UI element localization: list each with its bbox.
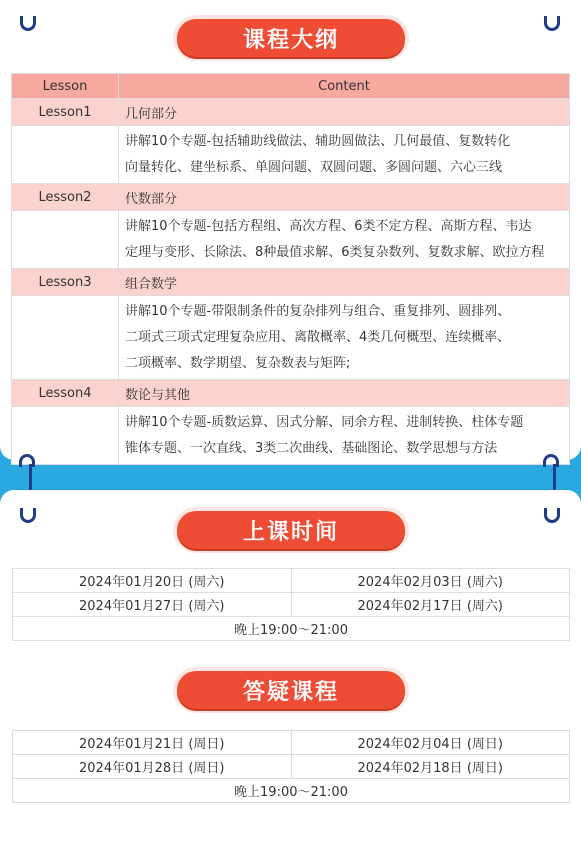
lesson-name: Lesson4 bbox=[12, 380, 119, 407]
class-time-title: 上课时间 bbox=[177, 511, 405, 549]
class-date: 2024年02月17日 (周六) bbox=[291, 593, 570, 617]
table-row bbox=[13, 617, 570, 641]
table-row bbox=[13, 569, 570, 593]
table-row bbox=[12, 380, 570, 407]
table-row bbox=[13, 779, 570, 803]
content-line: 二项式三项式定理复杂应用、离散概率、4类几何概型、连续概率、 bbox=[125, 330, 511, 345]
lesson-topic: 组合数学 bbox=[119, 269, 570, 296]
lesson-topic: 数论与其他 bbox=[119, 380, 570, 407]
table-row bbox=[12, 126, 570, 184]
lesson-topic: 代数部分 bbox=[119, 184, 570, 211]
content-line: 向量转化、建坐标系、单圆问题、双圆问题、多圆问题、六心三线 bbox=[125, 160, 503, 175]
content-line: 二项概率、数学期望、复杂数表与矩阵; bbox=[125, 356, 351, 371]
class-date: 2024年01月27日 (周六) bbox=[13, 593, 292, 617]
lesson-name: Lesson2 bbox=[12, 184, 119, 211]
content-line: 定理与变形、长除法、8种最值求解、6类复杂数列、复数求解、欧拉方程 bbox=[125, 245, 545, 260]
content-line: 讲解10个专题-带限制条件的复杂排列与组合、重复排列、圆排列、 bbox=[125, 304, 511, 319]
content-column-header: Content bbox=[119, 74, 570, 99]
qa-time-range: 晚上19:00～21:00 bbox=[13, 779, 570, 803]
lesson-content bbox=[119, 211, 570, 269]
class-time-range: 晚上19:00～21:00 bbox=[13, 617, 570, 641]
syllabus-title-banner bbox=[173, 15, 409, 61]
table-row bbox=[12, 99, 570, 126]
table-row bbox=[12, 211, 570, 269]
qa-title: 答疑课程 bbox=[177, 671, 405, 709]
table-row bbox=[12, 184, 570, 211]
content-line: 讲解10个专题-包括方程组、高次方程、6类不定方程、高斯方程、韦达 bbox=[125, 219, 532, 234]
table-header-row bbox=[12, 74, 570, 99]
table-row bbox=[13, 731, 570, 755]
lesson-content bbox=[119, 126, 570, 184]
binder-clip-icon bbox=[22, 454, 30, 494]
qa-date: 2024年01月28日 (周日) bbox=[13, 755, 292, 779]
table-row bbox=[12, 269, 570, 296]
binder-ring-icon bbox=[544, 16, 560, 31]
lesson-name: Lesson1 bbox=[12, 99, 119, 126]
binder-ring-icon bbox=[20, 508, 36, 523]
syllabus-table bbox=[11, 73, 570, 465]
lesson-content bbox=[119, 296, 570, 380]
qa-date: 2024年01月21日 (周日) bbox=[13, 731, 292, 755]
binder-ring-icon bbox=[544, 508, 560, 523]
table-row bbox=[13, 593, 570, 617]
table-row bbox=[12, 296, 570, 380]
content-line: 讲解10个专题-包括辅助线做法、辅助圆做法、几何最值、复数转化 bbox=[125, 134, 511, 149]
lesson-name: Lesson3 bbox=[12, 269, 119, 296]
qa-table bbox=[12, 730, 570, 803]
table-row bbox=[12, 407, 570, 465]
schedule-card bbox=[0, 490, 581, 842]
class-time-table bbox=[12, 568, 570, 641]
lesson-column-header: Lesson bbox=[12, 74, 119, 99]
qa-title-banner bbox=[173, 667, 409, 713]
lesson-topic: 几何部分 bbox=[119, 99, 570, 126]
table-row bbox=[13, 755, 570, 779]
class-date: 2024年01月20日 (周六) bbox=[13, 569, 292, 593]
qa-date: 2024年02月04日 (周日) bbox=[291, 731, 570, 755]
class-time-title-banner bbox=[173, 507, 409, 553]
content-line: 讲解10个专题-质数运算、因式分解、同余方程、进制转换、柱体专题 bbox=[125, 415, 524, 430]
class-date: 2024年02月03日 (周六) bbox=[291, 569, 570, 593]
qa-date: 2024年02月18日 (周日) bbox=[291, 755, 570, 779]
binder-clip-icon bbox=[546, 454, 554, 494]
syllabus-title: 课程大纲 bbox=[177, 19, 405, 57]
content-line: 锥体专题、一次直线、3类二次曲线、基础图论、数学思想与方法 bbox=[125, 441, 498, 456]
lesson-content bbox=[119, 407, 570, 465]
binder-ring-icon bbox=[20, 16, 36, 31]
